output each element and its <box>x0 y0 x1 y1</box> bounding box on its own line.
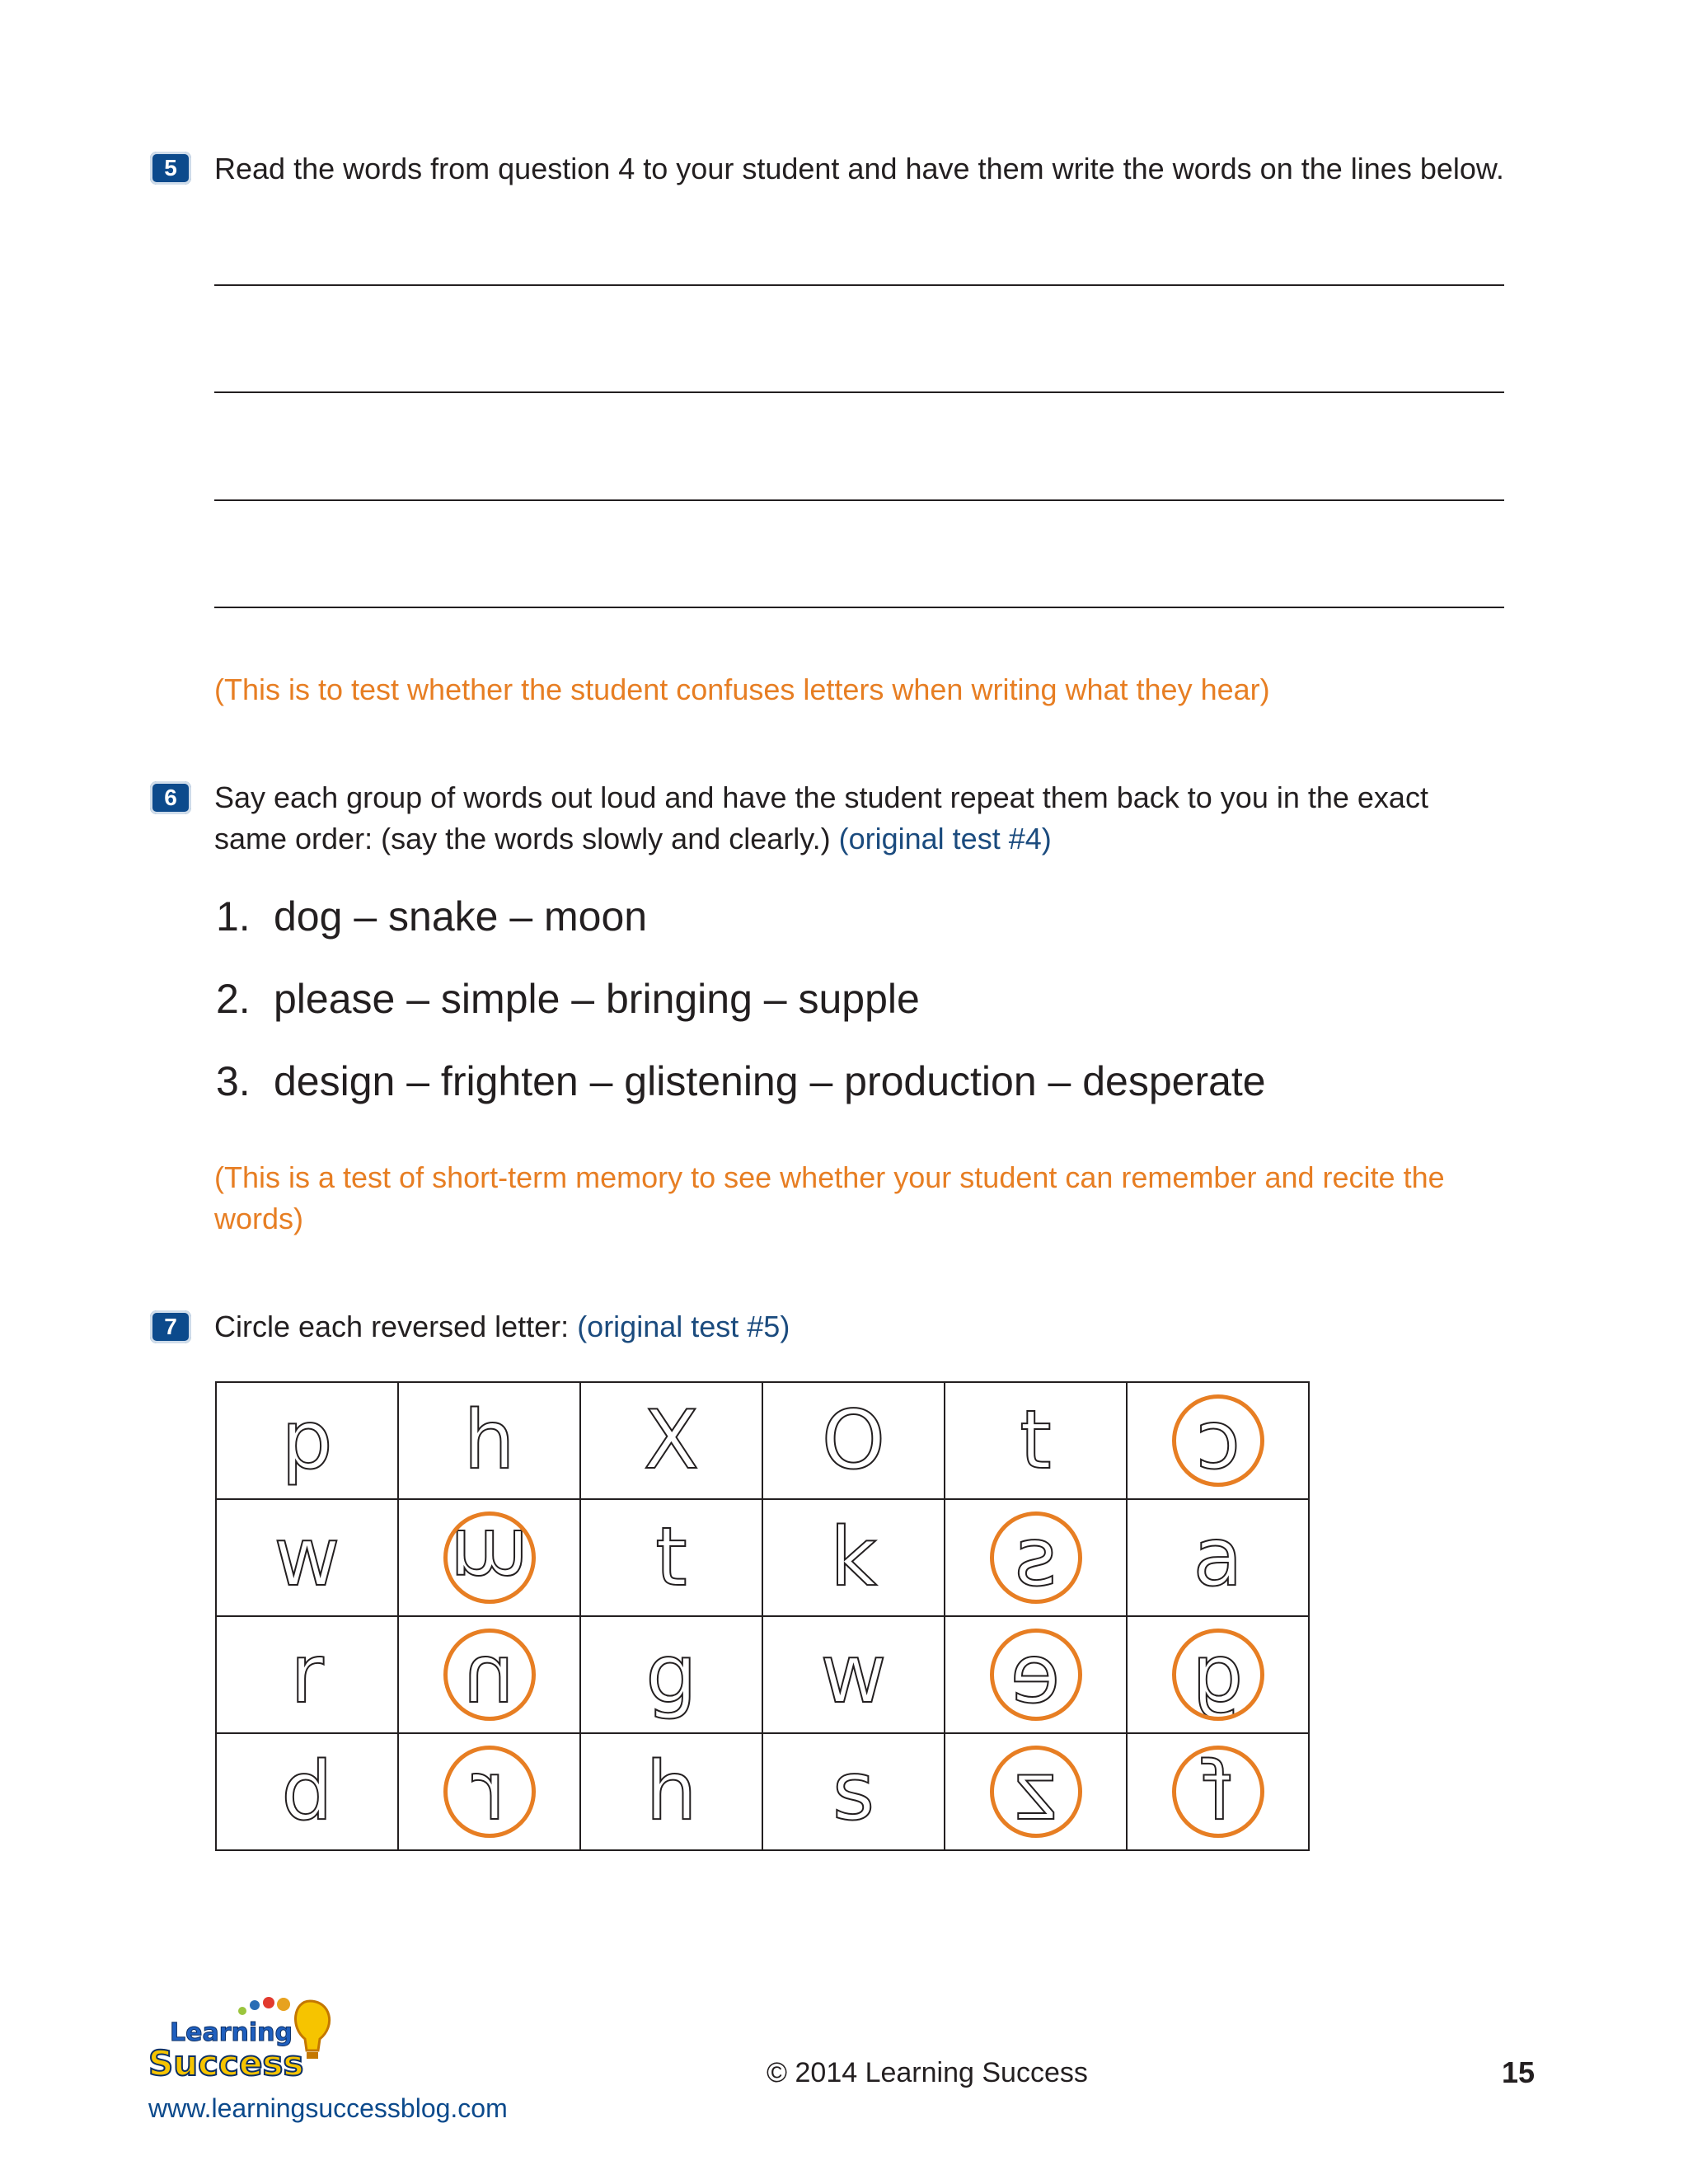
letter-cell[interactable] <box>398 1499 580 1616</box>
word-group-list <box>216 875 1266 1122</box>
question-6-badge: 6 <box>150 781 191 814</box>
word-group-item <box>216 875 1266 958</box>
letter-cell[interactable] <box>580 1382 762 1499</box>
letter-glyph: d <box>281 1745 333 1839</box>
letter-glyph: w <box>820 1628 887 1722</box>
letter-cell[interactable] <box>1127 1382 1309 1499</box>
letter-cell[interactable] <box>1127 1499 1309 1616</box>
footer-copyright: © 2014 Learning Success <box>767 2057 1088 2088</box>
word-group-text: design – frighten – glistening – production – desperate <box>274 1058 1266 1104</box>
letter-cell[interactable] <box>398 1733 580 1850</box>
letter-cell[interactable] <box>945 1499 1127 1616</box>
question-7-prompt <box>214 1306 790 1347</box>
grid-row <box>216 1733 1309 1850</box>
letter-cell[interactable] <box>945 1382 1127 1499</box>
answer-line-1[interactable] <box>214 284 1504 286</box>
word-group-text: please – simple – bringing – supple <box>274 976 920 1022</box>
letter-glyph: r <box>290 1628 324 1722</box>
question-5-badge: 5 <box>150 152 191 185</box>
word-group-text: dog – snake – moon <box>274 893 648 940</box>
reversed-letter-glyph: n <box>463 1628 515 1722</box>
letter-cell[interactable] <box>580 1733 762 1850</box>
page-number: 15 <box>1502 2055 1536 2089</box>
answer-line-3[interactable] <box>214 499 1504 501</box>
reversed-letter-glyph: e <box>1010 1628 1061 1722</box>
answer-circle <box>990 1746 1082 1838</box>
letter-glyph: h <box>463 1394 515 1488</box>
question-6-prompt-line1: Say each group of words out loud and have the student repeat them back to you in the exact <box>214 780 1428 814</box>
reversed-letter-glyph: f <box>1203 1745 1232 1839</box>
answer-circle <box>1172 1746 1264 1838</box>
letter-glyph: p <box>281 1394 333 1488</box>
letter-glyph: X <box>643 1394 700 1488</box>
question-6-note <box>214 1157 1445 1240</box>
letter-cell[interactable] <box>945 1733 1127 1850</box>
letter-glyph: w <box>274 1511 340 1605</box>
letter-cell[interactable] <box>216 1616 398 1733</box>
word-group-number: 3. <box>216 1058 251 1104</box>
letter-cell[interactable] <box>580 1499 762 1616</box>
word-group-item <box>216 958 1266 1040</box>
answer-circle <box>990 1511 1082 1604</box>
letter-cell[interactable] <box>1127 1733 1309 1850</box>
lightbulb-icon <box>145 1993 343 2092</box>
question-7-reference: (original test #5) <box>577 1310 790 1343</box>
letter-glyph: h <box>645 1745 697 1839</box>
logo-learning-text: Learning <box>170 2018 293 2047</box>
question-5-prompt: Read the words from question 4 to your student and have them write the words on the lines below. <box>214 152 1504 185</box>
word-group-number: 2. <box>216 976 251 1022</box>
letter-cell[interactable] <box>216 1382 398 1499</box>
learning-success-logo <box>145 1993 343 2092</box>
letter-glyph: k <box>830 1511 877 1605</box>
letter-cell[interactable] <box>762 1733 945 1850</box>
question-7-badge: 7 <box>150 1310 191 1343</box>
question-5-note: (This is to test whether the student confuses letters when writing what they hear) <box>214 673 1270 706</box>
answer-circle <box>1172 1629 1264 1721</box>
letter-cell[interactable] <box>216 1733 398 1850</box>
letter-cell[interactable] <box>1127 1616 1309 1733</box>
letter-glyph: t <box>655 1511 687 1605</box>
answer-circle <box>443 1629 536 1721</box>
reversed-letter-glyph: m <box>449 1511 529 1605</box>
letter-cell[interactable] <box>762 1616 945 1733</box>
grid-row <box>216 1499 1309 1616</box>
grid-row <box>216 1382 1309 1499</box>
question-7-prompt-text: Circle each reversed letter: <box>214 1310 570 1343</box>
answer-circle <box>443 1511 536 1604</box>
answer-circle <box>1172 1394 1264 1487</box>
question-6-reference: (original test #4) <box>838 822 1052 855</box>
letter-glyph: g <box>645 1628 697 1722</box>
letter-cell[interactable] <box>762 1382 945 1499</box>
word-group-item <box>216 1040 1266 1122</box>
answer-line-2[interactable] <box>214 391 1504 393</box>
letter-glyph: O <box>821 1394 886 1488</box>
letter-glyph: a <box>1193 1511 1243 1605</box>
answer-circle <box>443 1746 536 1838</box>
reversed-letter-glyph: z <box>1014 1745 1057 1839</box>
letter-glyph: s <box>832 1745 875 1839</box>
letter-glyph: t <box>1020 1394 1052 1488</box>
reversed-letter-grid <box>215 1381 1310 1851</box>
footer-url-link[interactable]: www.learningsuccessblog.com <box>148 2093 508 2123</box>
letter-cell[interactable] <box>216 1499 398 1616</box>
answer-line-4[interactable] <box>214 607 1504 608</box>
letter-cell[interactable] <box>945 1616 1127 1733</box>
letter-cell[interactable] <box>398 1616 580 1733</box>
grid-row <box>216 1616 1309 1733</box>
question-6-prompt-line2-text: same order: (say the words slowly and clearly.) <box>214 822 831 855</box>
letter-cell[interactable] <box>398 1382 580 1499</box>
question-6-prompt <box>214 777 1428 860</box>
reversed-letter-glyph: s <box>1014 1511 1057 1605</box>
question-6-note-line2: words) <box>214 1202 304 1235</box>
letter-cell[interactable] <box>580 1616 762 1733</box>
question-6-prompt-line2 <box>214 818 1428 860</box>
letter-cell[interactable] <box>762 1499 945 1616</box>
reversed-letter-glyph: c <box>1195 1394 1240 1488</box>
question-6-note-line1: (This is a test of short-term memory to see whether your student can remember and recite the <box>214 1160 1445 1194</box>
word-group-number: 1. <box>216 893 251 940</box>
reversed-letter-glyph: g <box>1192 1628 1244 1722</box>
logo-success-text: Success <box>148 2043 304 2083</box>
reversed-letter-glyph: r <box>472 1745 506 1839</box>
answer-circle <box>990 1629 1082 1721</box>
